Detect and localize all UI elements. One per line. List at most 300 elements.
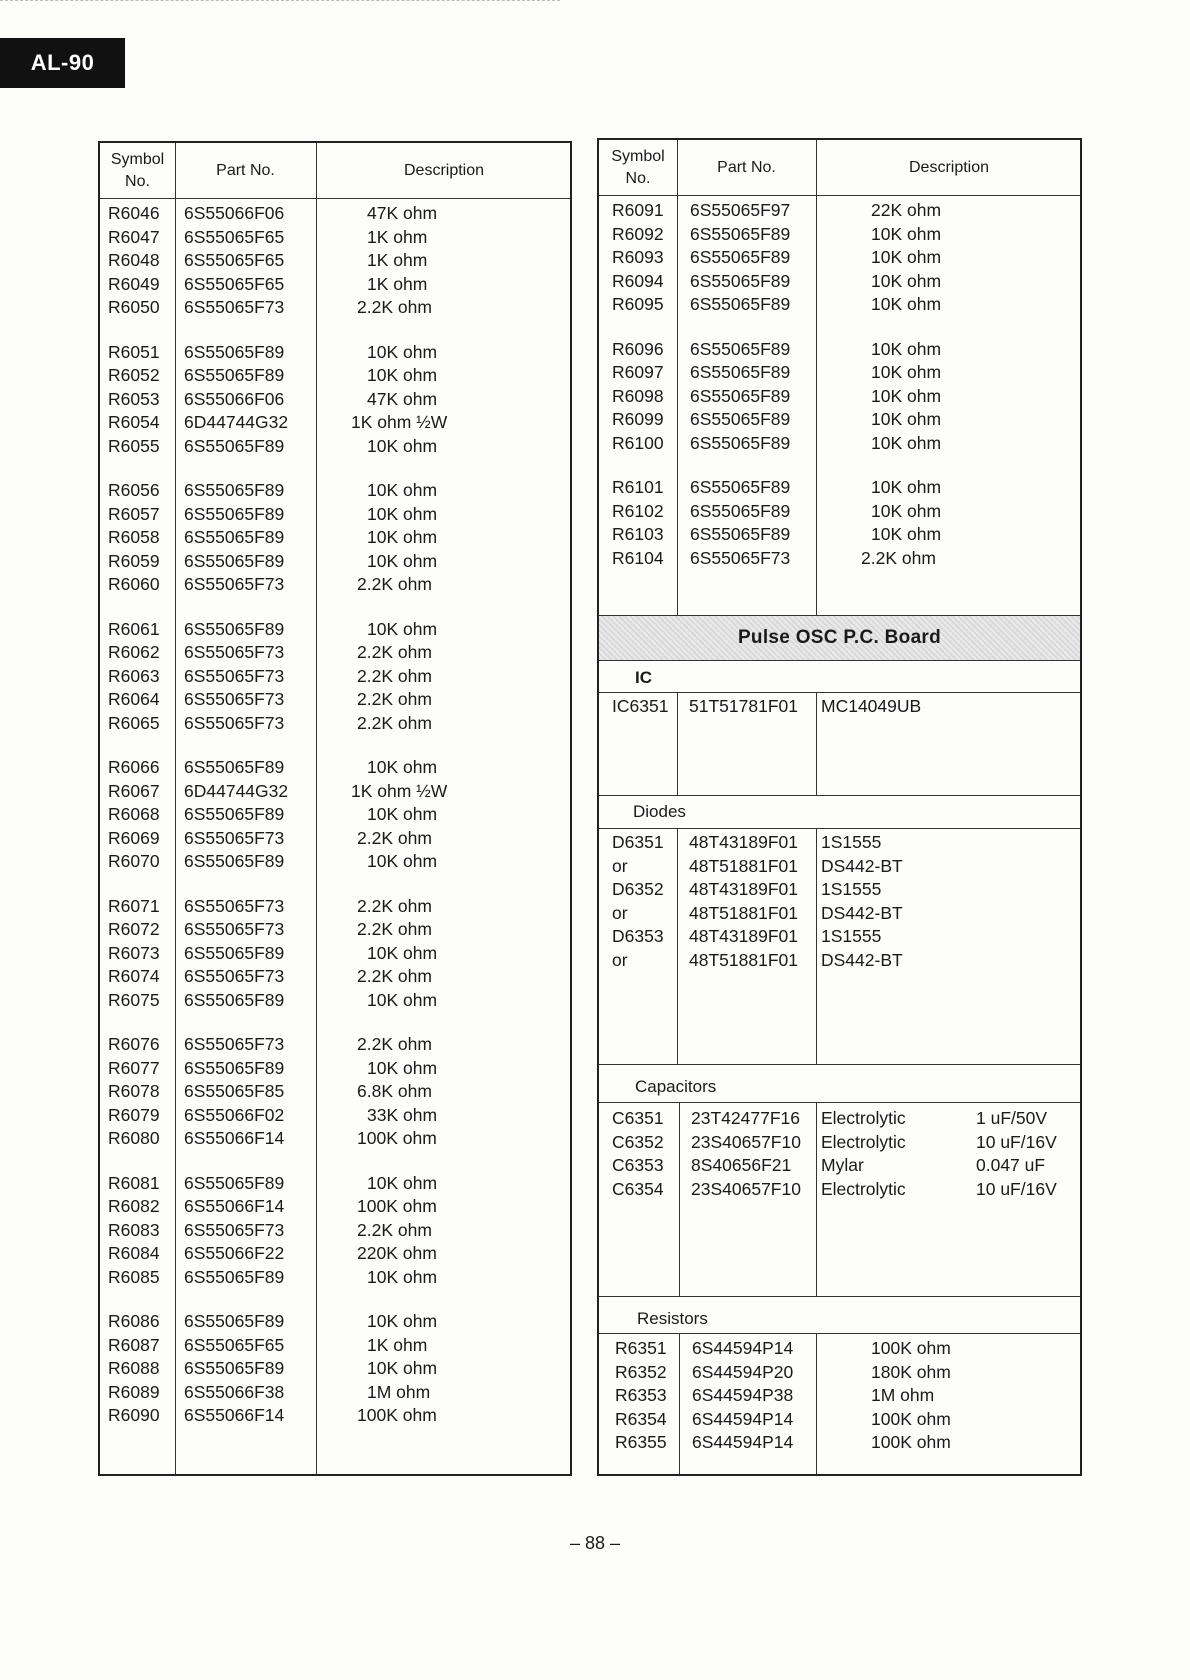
table-row <box>599 1132 1080 1156</box>
part-cell: 6S55065F65 <box>184 250 285 270</box>
symbol-cell: R6082 <box>108 1196 160 1216</box>
part-cell: 6S55065F97 <box>690 200 791 220</box>
header-symbol: Symbol No. <box>611 148 665 187</box>
part-cell: 6D44744G32 <box>184 412 289 432</box>
model-badge: AL-90 <box>0 38 125 88</box>
description-cell: 10K ohm <box>871 409 942 429</box>
table-row <box>599 294 1080 318</box>
symbol-cell: R6091 <box>612 200 664 220</box>
table-row <box>100 851 570 875</box>
description-cell: 10K ohm <box>871 270 942 291</box>
left-parts-table <box>98 141 572 1476</box>
description-cell: 10K ohm <box>367 1057 438 1078</box>
description-cell: 2.2K ohm <box>861 547 936 568</box>
table-row <box>100 804 570 828</box>
table-row <box>100 436 570 460</box>
part-cell: 6S55065F73 <box>184 689 285 709</box>
symbol-cell: R6070 <box>108 851 160 871</box>
table-row <box>100 666 570 690</box>
symbol-cell: R6099 <box>612 409 664 429</box>
part-cell: 6S55065F89 <box>184 1057 285 1078</box>
part-cell: 6S55065F73 <box>184 665 285 686</box>
part-cell: 6S55065F89 <box>184 1358 285 1378</box>
description-cell: 1K ohm <box>367 273 428 294</box>
part-cell: 48T51881F01 <box>689 949 798 970</box>
table-row <box>599 386 1080 410</box>
part-cell: 8S40656F21 <box>691 1155 792 1175</box>
description-cell: 1K ohm ½W <box>351 412 448 432</box>
description-cell: 10K ohm <box>871 223 942 244</box>
part-cell: 6S55065F89 <box>184 989 285 1010</box>
description-cell: 10K ohm <box>871 338 942 359</box>
section-divider <box>599 828 1080 829</box>
symbol-cell: R6096 <box>612 338 664 359</box>
symbol-cell: R6069 <box>108 827 160 848</box>
part-cell: 6S55066F22 <box>184 1243 285 1263</box>
table-row <box>599 477 1080 501</box>
table-row <box>599 1108 1080 1132</box>
part-cell: 6S55065F89 <box>184 435 285 456</box>
symbol-cell: C6353 <box>612 1155 664 1175</box>
table-row <box>599 362 1080 386</box>
description-cell: 1S1555 <box>821 879 882 899</box>
symbol-cell: R6083 <box>108 1219 160 1240</box>
symbol-cell: R6351 <box>615 1338 667 1358</box>
symbol-cell: D6351 <box>612 832 664 852</box>
description-cell: DS442-BT <box>821 855 903 876</box>
symbol-cell: IC6351 <box>612 696 669 716</box>
symbol-cell: R6104 <box>612 547 664 568</box>
type-cell: Electrolytic <box>821 1108 906 1128</box>
description-cell: 1M ohm <box>871 1385 935 1405</box>
board-title: Pulse OSC P.C. Board <box>599 616 1080 660</box>
symbol-cell: R6087 <box>108 1334 160 1355</box>
description-cell: 1S1555 <box>821 926 882 946</box>
table-row <box>599 409 1080 433</box>
description-cell: 2.2K ohm <box>357 895 432 916</box>
symbol-cell: R6103 <box>612 524 664 544</box>
part-cell: 6S55065F73 <box>184 1219 285 1240</box>
description-cell: 22K ohm <box>871 200 942 220</box>
table-row <box>100 527 570 551</box>
description-cell: 10K ohm <box>871 500 942 521</box>
table-row <box>100 943 570 967</box>
table-row <box>100 896 570 920</box>
description-cell: 100K ohm <box>357 1128 437 1148</box>
header-symbol: Symbol No. <box>110 151 165 190</box>
symbol-cell: R6353 <box>615 1385 667 1405</box>
description-cell: 1S1555 <box>821 832 882 852</box>
part-cell: 48T43189F01 <box>689 879 798 899</box>
table-row <box>599 903 1080 927</box>
table-row <box>599 879 1080 903</box>
part-cell: 6S55066F06 <box>184 203 285 223</box>
part-cell: 6S55065F89 <box>184 942 285 963</box>
part-cell: 6S55065F65 <box>184 1334 285 1355</box>
type-cell: Electrolytic <box>821 1131 906 1152</box>
table-row <box>599 200 1080 224</box>
table-row <box>599 696 1080 720</box>
description-cell: 10K ohm <box>367 851 438 871</box>
part-cell: 6S55065F89 <box>184 1172 285 1193</box>
part-cell: 6S55065F73 <box>184 574 285 594</box>
header-part-no: Part No. <box>717 159 776 176</box>
table-row <box>100 781 570 805</box>
part-cell: 6S55065F73 <box>184 712 285 733</box>
description-cell: DS442-BT <box>821 949 903 970</box>
part-cell: 6S55065F89 <box>184 757 285 777</box>
symbol-cell: R6049 <box>108 273 160 294</box>
description-cell: 10K ohm <box>367 942 438 963</box>
description-cell: 10K ohm <box>871 524 942 544</box>
part-cell: 23S40657F10 <box>691 1178 801 1199</box>
symbol-cell: R6088 <box>108 1358 160 1378</box>
symbol-cell: R6095 <box>612 294 664 314</box>
symbol-cell: R6098 <box>612 385 664 406</box>
table-row <box>599 224 1080 248</box>
diodes-label: Diodes <box>633 802 686 821</box>
table-row <box>100 1267 570 1291</box>
table-row <box>599 1179 1080 1203</box>
table-row <box>599 1338 1080 1362</box>
description-cell: 2.2K ohm <box>357 665 432 686</box>
part-cell: 6S55065F89 <box>690 223 791 244</box>
description-cell: MC14049UB <box>821 696 922 716</box>
description-cell: 10K ohm <box>367 480 438 500</box>
part-cell: 6S55065F73 <box>184 827 285 848</box>
description-cell: 1K ohm <box>367 250 428 270</box>
resistors-label: Resistors <box>637 1309 708 1328</box>
table-row <box>100 504 570 528</box>
part-cell: 6S55066F02 <box>184 1104 285 1125</box>
symbol-cell: R6093 <box>612 247 664 267</box>
part-cell: 6S55065F89 <box>184 804 285 824</box>
symbol-cell: R6071 <box>108 895 160 916</box>
part-cell: 6S55065F89 <box>184 1311 285 1331</box>
description-cell: 10K ohm <box>367 1266 438 1287</box>
header-part-no: Part No. <box>216 162 275 179</box>
symbol-cell: R6056 <box>108 480 160 500</box>
description-cell: 10K ohm <box>367 1172 438 1193</box>
symbol-cell: R6076 <box>108 1034 160 1054</box>
symbol-cell: R6053 <box>108 388 160 409</box>
description-cell: 2.2K ohm <box>357 574 432 594</box>
description-cell: 10K ohm <box>367 757 438 777</box>
description-cell: 2.2K ohm <box>357 689 432 709</box>
symbol-cell: R6072 <box>108 919 160 939</box>
table-row <box>100 1358 570 1382</box>
table-row <box>599 548 1080 572</box>
description-cell: 10K ohm <box>367 618 438 639</box>
table-row <box>100 1058 570 1082</box>
part-cell: 6S55065F89 <box>690 385 791 406</box>
description-cell: 10K ohm <box>367 341 438 362</box>
symbol-cell: R6085 <box>108 1266 160 1287</box>
top-scan-line <box>0 0 560 3</box>
section-divider <box>599 1102 1080 1103</box>
description-cell: 1K ohm ½W <box>351 780 448 801</box>
part-cell: 6S55065F65 <box>184 226 285 247</box>
table-row <box>599 339 1080 363</box>
description-cell: 2.2K ohm <box>357 1034 432 1054</box>
table-row <box>100 642 570 666</box>
part-cell: 23T42477F16 <box>691 1108 800 1128</box>
table-row <box>100 1335 570 1359</box>
symbol-cell: R6355 <box>615 1432 667 1452</box>
table-row <box>100 389 570 413</box>
header-description: Description <box>403 162 485 179</box>
symbol-cell: R6078 <box>108 1081 160 1101</box>
part-cell: 6S55065F89 <box>184 503 285 524</box>
table-row <box>100 1382 570 1406</box>
table-row <box>100 757 570 781</box>
symbol-cell: C6351 <box>612 1108 664 1128</box>
description-cell: 10K ohm <box>367 435 438 456</box>
table-row <box>599 950 1080 974</box>
part-cell: 6S55065F89 <box>690 477 791 497</box>
table-row <box>599 1409 1080 1433</box>
table-row <box>599 501 1080 525</box>
symbol-cell: R6101 <box>612 477 664 497</box>
description-cell: 2.2K ohm <box>357 966 432 986</box>
description-cell: 100K ohm <box>357 1196 437 1216</box>
symbol-cell: R6068 <box>108 804 160 824</box>
symbol-cell: or <box>612 855 628 876</box>
symbol-cell: D6352 <box>612 879 664 899</box>
symbol-cell: R6354 <box>615 1408 667 1429</box>
description-cell: 2.2K ohm <box>357 827 432 848</box>
value-cell: 1 uF/50V <box>976 1108 1048 1128</box>
table-row <box>100 619 570 643</box>
symbol-cell: R6097 <box>612 362 664 382</box>
table-row <box>100 250 570 274</box>
table-row <box>599 524 1080 548</box>
table-row <box>100 551 570 575</box>
description-cell: 2.2K ohm <box>357 642 432 662</box>
type-cell: Electrolytic <box>821 1178 906 1199</box>
symbol-cell: R6057 <box>108 503 160 524</box>
table-row <box>100 1220 570 1244</box>
part-cell: 6S55066F06 <box>184 388 285 409</box>
section-divider <box>599 795 1080 796</box>
part-cell: 48T51881F01 <box>689 855 798 876</box>
capacitors-label: Capacitors <box>635 1077 717 1096</box>
description-cell: 1K ohm <box>367 226 428 247</box>
part-cell: 6S55065F89 <box>690 432 791 453</box>
table-row <box>100 1196 570 1220</box>
description-cell: 10K ohm <box>367 527 438 547</box>
table-row <box>599 1432 1080 1456</box>
table-row <box>100 1243 570 1267</box>
table-row <box>100 966 570 990</box>
symbol-cell: R6061 <box>108 618 160 639</box>
description-cell: 10K ohm <box>367 1311 438 1331</box>
symbol-cell: R6059 <box>108 550 160 571</box>
part-cell: 6S55065F89 <box>184 550 285 571</box>
part-cell: 6S55065F89 <box>184 480 285 500</box>
part-cell: 6S55066F14 <box>184 1196 285 1216</box>
part-cell: 51T51781F01 <box>689 696 798 716</box>
table-row <box>100 365 570 389</box>
symbol-cell: D6353 <box>612 926 664 946</box>
description-cell: 10K ohm <box>367 503 438 524</box>
table-row <box>100 574 570 598</box>
part-cell: 6D44744G32 <box>184 780 289 801</box>
table-row <box>599 1362 1080 1386</box>
symbol-cell: R6047 <box>108 226 160 247</box>
description-cell: 100K ohm <box>357 1405 437 1425</box>
symbol-cell: R6062 <box>108 642 160 662</box>
description-cell: 10K ohm <box>871 432 942 453</box>
part-cell: 48T43189F01 <box>689 832 798 852</box>
ic-label: IC <box>635 668 652 687</box>
symbol-cell: R6074 <box>108 966 160 986</box>
description-cell: 180K ohm <box>871 1361 951 1382</box>
description-cell: 10K ohm <box>871 385 942 406</box>
description-cell: 47K ohm <box>367 388 438 409</box>
table-row <box>599 856 1080 880</box>
part-cell: 6S55065F89 <box>184 341 285 362</box>
value-cell: 0.047 uF <box>976 1155 1046 1175</box>
description-cell: 10K ohm <box>367 550 438 571</box>
type-cell: Mylar <box>821 1155 864 1175</box>
part-cell: 6S55065F73 <box>184 1034 285 1054</box>
table-row <box>100 713 570 737</box>
header-description: Description <box>908 159 990 176</box>
description-cell: 220K ohm <box>357 1243 437 1263</box>
table-row <box>100 919 570 943</box>
part-cell: 48T43189F01 <box>689 926 798 946</box>
part-cell: 23S40657F10 <box>691 1131 801 1152</box>
table-row <box>100 1081 570 1105</box>
symbol-cell: R6058 <box>108 527 160 547</box>
description-cell: 10K ohm <box>367 1358 438 1378</box>
symbol-cell: R6102 <box>612 500 664 521</box>
symbol-cell: R6066 <box>108 757 160 777</box>
part-cell: 6S55065F89 <box>690 524 791 544</box>
description-cell: 33K ohm <box>367 1104 438 1125</box>
symbol-cell: R6079 <box>108 1104 160 1125</box>
table-row <box>100 274 570 298</box>
symbol-cell: R6086 <box>108 1311 160 1331</box>
part-cell: 6S55065F89 <box>184 851 285 871</box>
table-row <box>100 412 570 436</box>
part-cell: 6S55066F38 <box>184 1381 285 1402</box>
description-cell: 2.2K ohm <box>357 919 432 939</box>
part-cell: 6S55066F14 <box>184 1405 285 1425</box>
symbol-cell: R6075 <box>108 989 160 1010</box>
symbol-cell: R6100 <box>612 432 664 453</box>
description-cell: 10K ohm <box>871 477 942 497</box>
symbol-cell: R6089 <box>108 1381 160 1402</box>
value-cell: 10 uF/16V <box>976 1178 1057 1199</box>
section-divider <box>599 692 1080 693</box>
symbol-cell: R6055 <box>108 435 160 456</box>
part-cell: 48T51881F01 <box>689 902 798 923</box>
table-row <box>599 247 1080 271</box>
description-cell: 10K ohm <box>871 247 942 267</box>
part-cell: 6S55065F73 <box>184 966 285 986</box>
part-cell: 6S55065F89 <box>690 338 791 359</box>
symbol-cell: R6046 <box>108 203 160 223</box>
description-cell: 6.8K ohm <box>357 1081 432 1101</box>
part-cell: 6S55066F14 <box>184 1128 285 1148</box>
part-cell: 6S55065F89 <box>690 362 791 382</box>
table-row <box>599 1385 1080 1409</box>
table-row <box>100 1105 570 1129</box>
part-cell: 6S55065F89 <box>184 527 285 547</box>
description-cell: 100K ohm <box>871 1432 951 1452</box>
table-row <box>599 832 1080 856</box>
symbol-cell: R6054 <box>108 412 160 432</box>
part-cell: 6S55065F73 <box>690 547 791 568</box>
part-cell: 6S55065F73 <box>184 919 285 939</box>
symbol-cell: R6051 <box>108 341 160 362</box>
table-row <box>599 271 1080 295</box>
symbol-cell: R6060 <box>108 574 160 594</box>
section-divider <box>599 1064 1080 1065</box>
part-cell: 6S44594P14 <box>692 1408 794 1429</box>
symbol-cell: R6073 <box>108 942 160 963</box>
part-cell: 6S55065F89 <box>184 365 285 385</box>
table-row <box>100 689 570 713</box>
symbol-cell: R6063 <box>108 665 160 686</box>
table-row <box>100 342 570 366</box>
section-divider <box>599 660 1080 661</box>
table-row <box>599 1155 1080 1179</box>
symbol-cell: R6094 <box>612 270 664 291</box>
description-cell: 47K ohm <box>367 203 438 223</box>
description-cell: 100K ohm <box>871 1338 951 1358</box>
part-cell: 6S55065F73 <box>184 297 285 317</box>
table-row <box>100 990 570 1014</box>
part-cell: 6S55065F89 <box>184 618 285 639</box>
part-cell: 6S55065F85 <box>184 1081 285 1101</box>
table-row <box>100 297 570 321</box>
table-row <box>100 480 570 504</box>
page-number: – 88 – <box>569 1533 621 1553</box>
table-row <box>100 203 570 227</box>
symbol-cell: R6352 <box>615 1361 667 1382</box>
symbol-cell: or <box>612 949 628 970</box>
description-cell: 10K ohm <box>367 804 438 824</box>
section-divider <box>599 1333 1080 1334</box>
symbol-cell: R6084 <box>108 1243 160 1263</box>
symbol-cell: R6092 <box>612 223 664 244</box>
symbol-cell: R6065 <box>108 712 160 733</box>
part-cell: 6S55065F73 <box>184 895 285 916</box>
table-row <box>100 1128 570 1152</box>
table-row <box>599 926 1080 950</box>
table-row <box>100 828 570 852</box>
symbol-cell: C6352 <box>612 1131 664 1152</box>
right-parts-table <box>597 138 1082 1476</box>
symbol-cell: R6067 <box>108 780 160 801</box>
part-cell: 6S44594P38 <box>692 1385 794 1405</box>
description-cell: 10K ohm <box>367 365 438 385</box>
table-row <box>100 1173 570 1197</box>
symbol-cell: R6050 <box>108 297 160 317</box>
part-cell: 6S55065F89 <box>690 247 791 267</box>
symbol-cell: or <box>612 902 628 923</box>
description-cell: 2.2K ohm <box>357 712 432 733</box>
part-cell: 6S55065F89 <box>690 500 791 521</box>
table-row <box>100 1034 570 1058</box>
symbol-cell: R6081 <box>108 1172 160 1193</box>
description-cell: 10K ohm <box>871 294 942 314</box>
part-cell: 6S44594P14 <box>692 1432 794 1452</box>
part-cell: 6S55065F89 <box>690 409 791 429</box>
